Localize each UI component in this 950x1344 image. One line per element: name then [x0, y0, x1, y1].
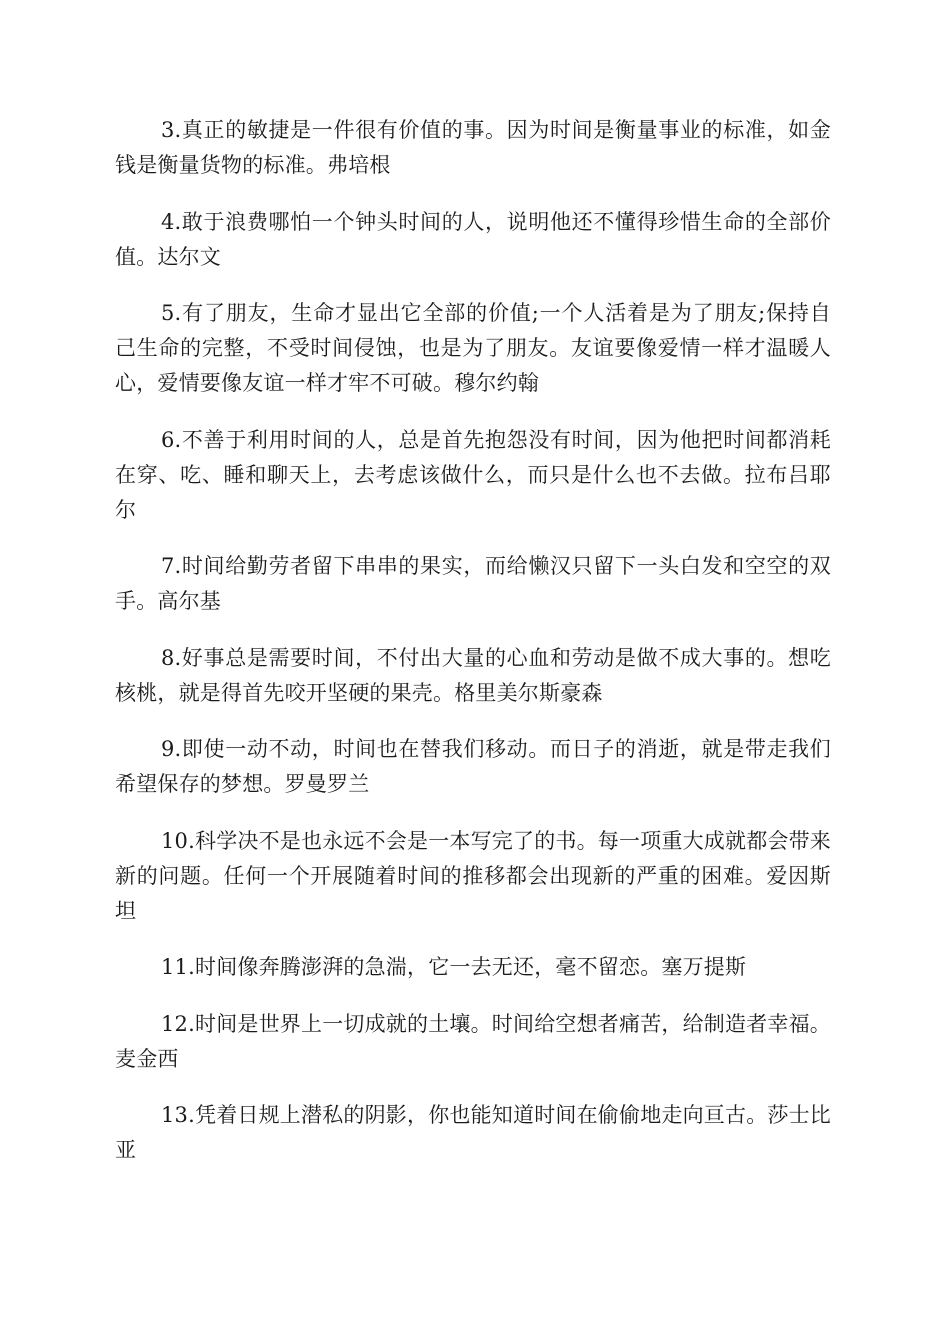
quote-paragraph-10: 10.科学决不是也永远不会是一本写完了的书。每一项重大成就都会带来新的问题。任何一个开展随着时间的推移都会出现新的严重的困难。爱因斯坦: [115, 828, 831, 923]
quote-paragraph-8: 8.好事总是需要时间，不付出大量的心血和劳动是做不成大事的。想吃核桃，就是得首先咬开坚硬的果壳。格里美尔斯豪森: [115, 645, 831, 705]
quote-paragraph-6: 6.不善于利用时间的人，总是首先抱怨没有时间，因为他把时间都消耗在穿、吃、睡和聊天上，去考虑该做什么，而只是什么也不去做。拉布吕耶尔: [115, 427, 831, 522]
quote-paragraph-13: 13.凭着日规上潜私的阴影，你也能知道时间在偷偷地走向亘古。莎士比亚: [115, 1103, 831, 1162]
quote-paragraph-7: 7.时间给勤劳者留下串串的果实，而给懒汉只留下一头白发和空空的双手。高尔基: [115, 554, 831, 613]
quote-paragraph-11: 11.时间像奔腾澎湃的急湍，它一去无还，毫不留恋。塞万提斯: [161, 955, 747, 979]
quote-paragraph-12: 12.时间是世界上一切成就的土壤。时间给空想者痛苦，给制造者幸福。麦金西: [115, 1011, 831, 1071]
quote-paragraph-5: 5.有了朋友，生命才显出它全部的价值;一个人活着是为了朋友;保持自己生命的完整，不受时间侵蚀，也是为了朋友。友谊要像爱情一样才温暖人心，爱情要像友谊一样才牢不可破。穆尔约翰: [115, 301, 831, 395]
quote-paragraph-9: 9.即使一动不动，时间也在替我们移动。而日子的消逝，就是带走我们希望保存的梦想。罗曼罗兰: [115, 737, 831, 796]
document-body: [115, 113, 831, 1190]
quote-paragraph-4: 4.敢于浪费哪怕一个钟头时间的人，说明他还不懂得珍惜生命的全部价值。达尔文: [115, 209, 831, 269]
quote-paragraph-3: 3.真正的敏捷是一件很有价值的事。因为时间是衡量事业的标准，如金钱是衡量货物的标准。弗培根: [115, 118, 831, 177]
